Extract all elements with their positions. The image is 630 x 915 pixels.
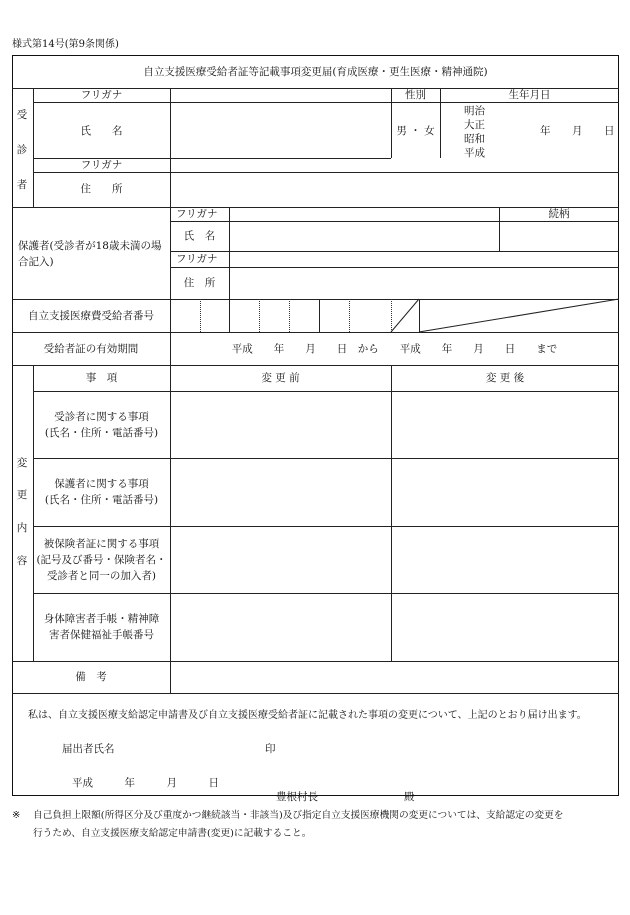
before-field-3[interactable] — [171, 527, 390, 592]
patient-name-field[interactable] — [171, 103, 390, 157]
guardian-label: 保護者(受診者が18歳未満の場合記入) — [18, 240, 162, 268]
guardian-furigana-label: フリガナ — [176, 208, 218, 220]
honorific: 殿 — [404, 791, 415, 803]
after-field-2[interactable] — [392, 459, 618, 525]
seal-mark: 印 — [265, 743, 276, 755]
patient-address-label: 住 所 — [80, 183, 123, 195]
patient-name-label: 氏 名 — [80, 125, 123, 137]
patient-furigana-label: フリガナ — [80, 89, 123, 101]
change-item-insurance: 被保険者証に関する事項 (記号及び番号・保険者名・ 受診者と同一の加入者) — [36, 538, 167, 582]
after-field-1[interactable] — [392, 392, 618, 457]
birth-day-label: 日 — [604, 125, 615, 137]
recipient-number-label: 自立支援医療費受給者番号 — [28, 310, 154, 322]
change-item-handbook: 身体障害者手帳・精神障 害者保健福祉手帳番号 — [43, 613, 160, 641]
item-header: 事 項 — [85, 372, 118, 384]
submission-date[interactable]: 平成 年 月 日 — [72, 777, 219, 789]
patient-furigana-label-2: フリガナ — [80, 159, 123, 171]
recipient-mayor: 豊根村長 — [276, 791, 318, 803]
guardian-name-label: 氏 名 — [183, 230, 216, 242]
before-header: 変 更 前 — [261, 372, 300, 384]
validity-period[interactable]: 平成 年 月 日 から 平成 年 月 日 まで — [231, 343, 558, 355]
remarks-field[interactable] — [171, 662, 618, 692]
patient-address-field[interactable] — [171, 173, 618, 206]
declaration-text: 私は、自立支援医療支給認定申請書及び自立支援医療受給者証に記載された事項の変更について、上記のとおり届け出ます。 — [28, 710, 587, 721]
before-field-4[interactable] — [171, 594, 390, 660]
guardian-furigana-label-2: フリガナ — [176, 253, 218, 265]
footnote-line-2: 行うため、自立支援医療支給認定申請書(変更)に記載すること。 — [33, 828, 312, 839]
form-number: 様式第14号(第9条関係) — [12, 39, 119, 50]
after-header: 変 更 後 — [485, 372, 525, 384]
birthdate-header: 生年月日 — [508, 89, 551, 101]
footnote-mark: ※ — [12, 810, 21, 821]
guardian-address-label: 住 所 — [183, 277, 216, 289]
form-title: 自立支援医療受給者証等記載事項変更届(育成医療・更生医療・精神通院) — [143, 66, 488, 78]
gender-options[interactable]: 男 ・ 女 — [396, 125, 435, 137]
guardian-name-field[interactable] — [230, 222, 498, 250]
before-field-1[interactable] — [171, 392, 390, 457]
birth-year-label: 年 — [540, 125, 551, 137]
remarks-label: 備 考 — [75, 671, 107, 683]
gender-header: 性別 — [405, 89, 426, 101]
before-field-2[interactable] — [171, 459, 390, 525]
guardian-address-field[interactable] — [230, 268, 618, 298]
birth-month-label: 月 — [572, 125, 583, 137]
after-field-3[interactable] — [392, 527, 618, 592]
submitter-label: 届出者氏名 — [62, 743, 115, 755]
after-field-4[interactable] — [392, 594, 618, 660]
change-item-patient: 受診者に関する事項 (氏名・住所・電話番号) — [44, 411, 159, 439]
validity-label: 受給者証の有効期間 — [43, 343, 139, 355]
change-item-guardian: 保護者に関する事項 (氏名・住所・電話番号) — [44, 478, 159, 506]
footnote-line-1: 自己負担上限額(所得区分及び重度かつ継続該当・非該当)及び指定自立支援医療機関の変更については、支給認定の変更を — [33, 810, 564, 821]
relationship-label: 続柄 — [548, 208, 570, 220]
